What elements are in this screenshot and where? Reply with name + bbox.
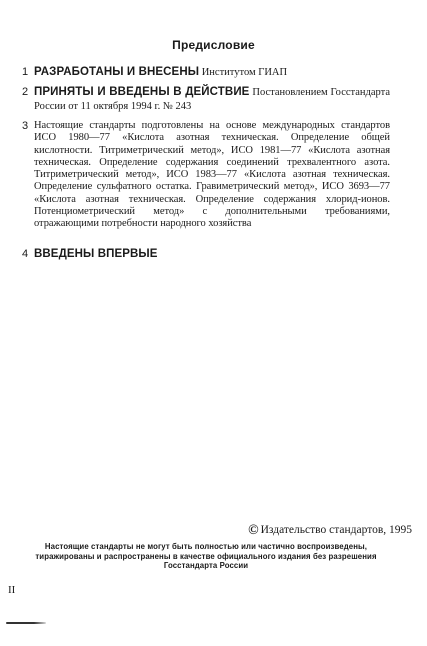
item-text: Постановлением Госстандарта России от 11 октября 1994 г. № 243 xyxy=(34,87,390,112)
foreword-item-2 xyxy=(22,86,390,113)
item-number: 2 xyxy=(22,86,29,98)
item-number: 1 xyxy=(22,66,29,78)
item-body xyxy=(34,66,390,80)
page-number: II xyxy=(8,584,16,596)
scan-artifact-mark xyxy=(6,622,46,624)
item-text: Настоящие стандарты подготовлены на основе международных стандартов ИСО 1980—77 «Кислота азотная техническая. Определение общей кислотности. Титриметрический метод», ИСО 1981—77 «Кислота азотная техническая. Определение содержания соединений трехвалентного азота. Титриметрический метод», ИСО 1983—77 «Кислота азотная техническая. Определение сульфатного остатка. Гравиметрический метод», ИСО 3693—77 «Кислота азотная техническая. Определение содержания хлорид-ионов. Потенциометрический метод» с дополнительными требованиями, отражающими потребности народного хозяйства xyxy=(34,120,390,230)
item-number: 3 xyxy=(22,120,29,132)
copyright-icon: © xyxy=(248,523,259,538)
item-number: 4 xyxy=(22,248,29,260)
copyright-text: Издательство стандартов, 1995 xyxy=(260,524,412,536)
foreword-item-3 xyxy=(22,120,390,231)
item-text: Институтом ГИАП xyxy=(199,67,288,78)
item-caps-heading: ВВЕДЕНЫ ВПЕРВЫЕ xyxy=(34,248,158,260)
item-caps-heading: ПРИНЯТЫ И ВВЕДЕНЫ В ДЕЙСТВИЕ xyxy=(34,86,250,98)
item-body xyxy=(34,120,390,231)
item-body xyxy=(34,86,390,113)
foreword-item-4 xyxy=(22,248,390,261)
foreword-item-1 xyxy=(22,66,390,80)
item-caps-heading: РАЗРАБОТАНЫ И ВНЕСЕНЫ xyxy=(34,66,200,78)
copyright-line xyxy=(192,523,412,539)
page-title: Предисловие xyxy=(172,38,255,52)
reproduction-notice: Настоящие стандарты не могут быть полностью или частично воспроизведены, тиражированы и распространены в качестве официального издания без разрешения Госстандарта России xyxy=(35,542,377,571)
item-body xyxy=(34,248,390,261)
